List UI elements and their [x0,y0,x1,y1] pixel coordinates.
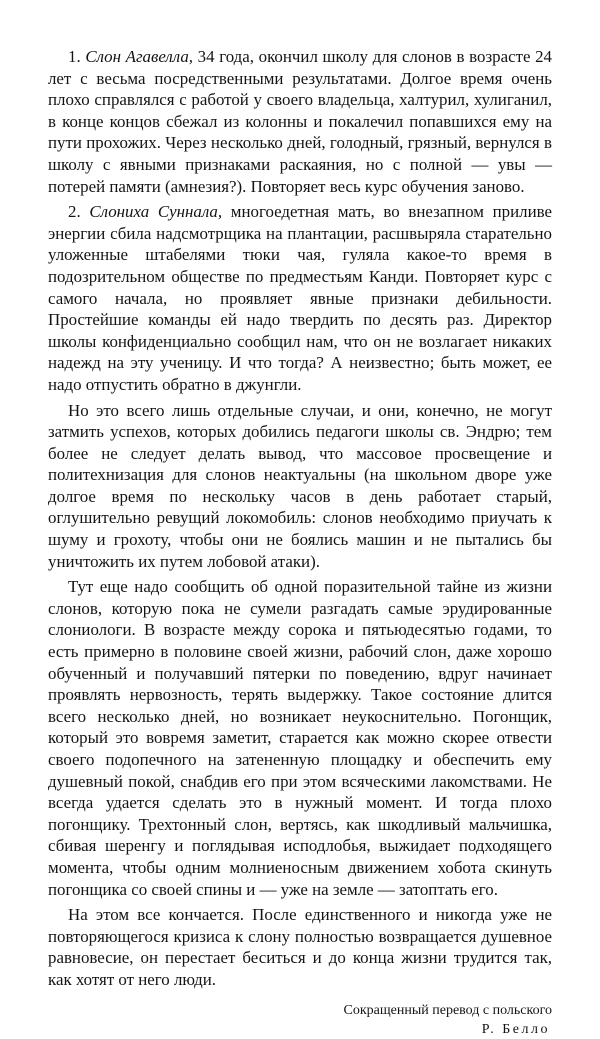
case-text: многоедетная мать, во внезапном приливе энергии сбила надсмотрщика на плантации, расшвыряла старательно уложенные штабелями тюки чая, гуляла какое-то время в подозрительном обществе по предместьям Канди. Повторяет курс с самого начала, но проявляет явные признаки дебильности. Простейшие команды ей надо твердить по десять раз. Директор школы конфиденциально сообщил нам, что он не возлагает никаких надежд на эту ученицу. И что тогда? А неизвестно; быть может, ее надо отпустить обратно в джунгли. [48,202,553,394]
body-paragraph: Тут еще надо сообщить об одной поразительной тайне из жизни слонов, которую пока не сумели разгадать самые эрудированные слониологи. В возрасте между сорока и пятьюдесятью годами, то есть примерно в половине своей жизни, рабочий слон, даже хорошо обученный и получавший пятерки по поведению, вдруг начинает проявлять нервозность, терять выдержку. Такое состояние длится всего несколько дней, но возникает неукоснительно. Погонщик, который это вовремя заметит, старается как можно скорее отвести своего подопечного на затененную площадку и обеспечить ему душевный покой, снабдив его при этом всяческими лакомствами. Не всегда удается сделать это в нужный момент. И тогда плохо погонщику. Трехтонный слон, вертясь, как шкодливый мальчишка, сбивая шеренгу и поглядывая исподлобья, выжидает подходящего момента, чтобы одним молниеносным движением хобота скинуть погонщика со своей спины и — уже на земле — затоптать его. [48,577,552,899]
attribution [48,1001,552,1039]
author-name: Р. Белло [481,1021,550,1037]
body-paragraph: На этом все кончается. После единственного и никогда уже не повторяющегося кризиса к слону полностью возвращается душевное равновесие, он перестает беситься и до конца жизни трудится так, как хотят от него люди. [48,905,552,989]
case-2-paragraph [48,201,552,395]
case-name: Слон Агавелла, [85,47,194,66]
body-paragraph: Но это всего лишь отдельные случаи, и они, конечно, не могут затмить успехов, которых добились педагоги школы св. Эндрю; тем более не следует делать вывод, что массовое просвещение и политехнизация для слонов неактуальны (на школьном дворе уже долгое время по нескольку часов в день работает старый, оглушительно ревущий локомобиль: слонов необходимо приучать к шуму и грохоту, чтобы они не боялись машин и не пытались бы уничтожить их путем лобовой атаки). [48,400,552,571]
case-text: 34 года, окончил школу для слонов в возрасте 24 лет с весьма посредственными результатами. Долгое время очень плохо справлялся с работой у своего владельца, халтурил, хулиганил, в конце концов сбежал из колонны и покалечил попавшихся ему на пути прохожих. Через несколько дней, голодный, грязный, вернулся в школу с явными признаками раскаяния, но с полной — увы — потерей памяти (амнезия?). Повторяет весь курс обучения заново. [48,47,552,196]
case-name: Слониха Суннала, [89,202,223,222]
case-number: 1. [68,47,81,66]
translation-note: Сокращенный перевод с польского [343,1002,552,1018]
article-page [48,46,552,1039]
case-number: 2. [68,202,81,222]
case-1-paragraph [48,46,552,197]
